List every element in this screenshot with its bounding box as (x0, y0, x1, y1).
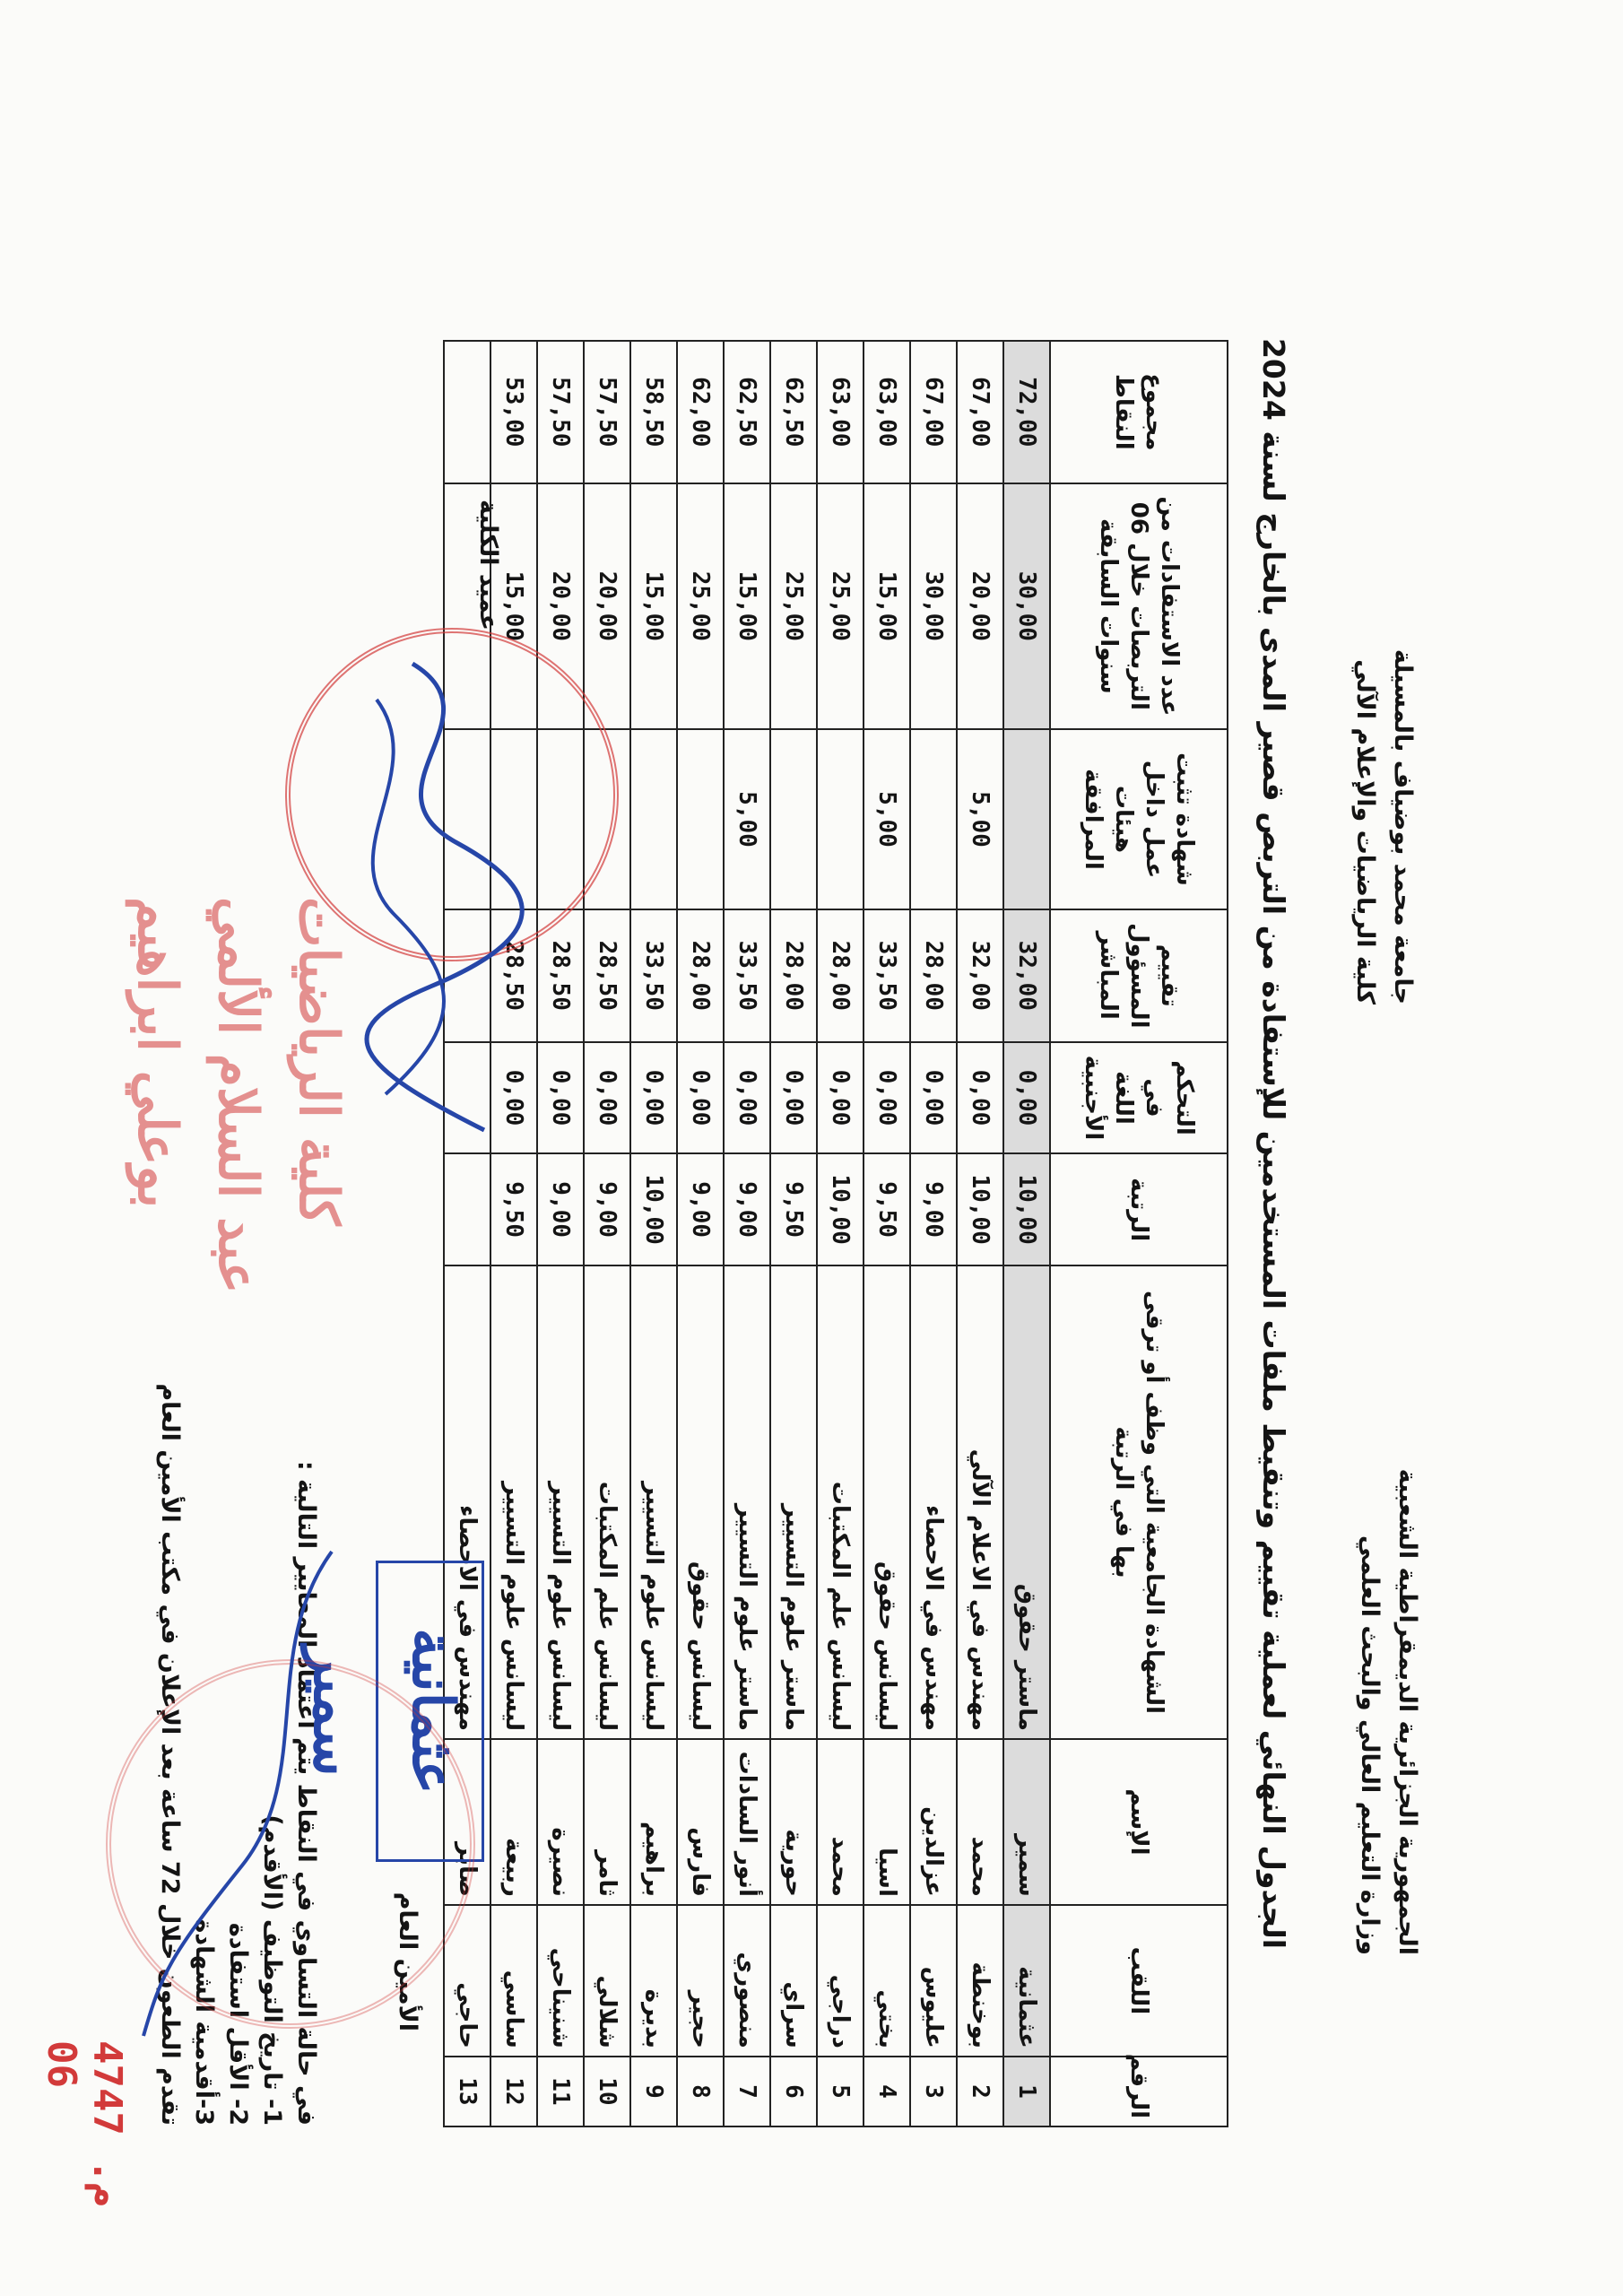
cell-rank: 9,00 (677, 1153, 724, 1265)
secretary-signature (135, 1543, 368, 2045)
table-row (630, 341, 677, 2126)
cell-number: 5 (817, 2057, 864, 2126)
cell-rank: 9,00 (584, 1153, 630, 1265)
table-header-row (1050, 341, 1228, 2126)
secretary-general-label: الأمين العام (394, 1892, 421, 2031)
cell-degree: مهندس في الاعلام الآلي (957, 1265, 1003, 1739)
col-header-name: الإسم (1050, 1739, 1228, 1905)
cell-language: 0,00 (490, 1042, 537, 1154)
cell-degree: ليسانس علوم التسيير (537, 1265, 584, 1739)
cell-degree: ماستر علوم التسيير (724, 1265, 770, 1739)
cell-language: 0,00 (770, 1042, 817, 1154)
cell-evaluation: 33,50 (630, 909, 677, 1042)
cell-degree: ماستر حقوق (1003, 1265, 1050, 1739)
republic-line: الجمهورية الجزائرية الديمقراطية الشعبية (1393, 1468, 1421, 1955)
cell-surname: ساسي (490, 1905, 537, 2057)
cell-total: 57,50 (537, 341, 584, 483)
institution-block (1346, 430, 1421, 1004)
cell-number: 11 (537, 2057, 584, 2126)
cell-total: 67,00 (957, 341, 1003, 483)
cell-language: 0,00 (677, 1042, 724, 1154)
note-line: تقدم الطعون خلال 72 ساعة بعد الإعلان في مكتب الأمين العام (156, 1383, 184, 2126)
reference-number: 4747 .م 06 (39, 2040, 130, 2207)
cell-total: 57,50 (584, 341, 630, 483)
cell-evaluation: 28,00 (910, 909, 957, 1042)
cell-number: 12 (490, 2057, 537, 2126)
cell-number: 2 (957, 2057, 1003, 2126)
cell-evaluation: 28,00 (817, 909, 864, 1042)
document-title: الجدول النهائي لعملية تقييم وتنقيط ملفات المستخدمين للإستفادة من التربص قصير المدى بالخارج لسنة 2024 (1256, 337, 1291, 1950)
cell-language: 0,00 (1003, 1042, 1050, 1154)
col-header-rank: الرتبة (1050, 1153, 1228, 1265)
cell-total: 53,00 (490, 341, 537, 483)
cell-language: 0,00 (817, 1042, 864, 1154)
cell-previous: 25,00 (817, 483, 864, 730)
cell-previous: 25,00 (677, 483, 724, 730)
table-row (864, 341, 910, 2126)
cell-rank: 9,50 (770, 1153, 817, 1265)
seal-stamp-text: بوعلي ابراهيم (126, 897, 188, 1209)
table-row (724, 341, 770, 2126)
cell-rank: 10,00 (817, 1153, 864, 1265)
note-line: 3-أقدمية الشهادة (190, 1918, 218, 2126)
seal-stamp-text: كلية الرياضيات (287, 897, 350, 1226)
cell-total: 63,00 (817, 341, 864, 483)
cell-surname: سراي (770, 1905, 817, 2057)
cell-language: 0,00 (957, 1042, 1003, 1154)
table-row (770, 341, 817, 2126)
header (1350, 1148, 1426, 1955)
cell-name: أنور السادات (724, 1739, 770, 1905)
cell-name: محمد (957, 1739, 1003, 1905)
cell-degree: مهندس في الاحصاء (910, 1265, 957, 1739)
cell-rank: 9,50 (864, 1153, 910, 1265)
note-line: 1- تاريخ التوظيف (الأقدم) (258, 1814, 286, 2126)
cell-total: 67,00 (910, 341, 957, 483)
cell-rank: 9,00 (724, 1153, 770, 1265)
col-header-number: الرقم (1050, 2057, 1228, 2126)
cell-number: 1 (1003, 2057, 1050, 2126)
cell-number: 4 (864, 2057, 910, 2126)
cell-surname: منصوري (724, 1905, 770, 2057)
cell-surname: دراجي (817, 1905, 864, 2057)
cell-certificate (910, 729, 957, 909)
cell-name: ربيعة (490, 1739, 537, 1905)
cell-surname: عليوس (910, 1905, 957, 2057)
cell-number: 3 (910, 2057, 957, 2126)
col-header-language: التحكم في اللغة الأجنبية (1050, 1042, 1228, 1154)
cell-name: نصيرة (537, 1739, 584, 1905)
table-row (537, 341, 584, 2126)
cell-total: 63,00 (864, 341, 910, 483)
cell-evaluation: 33,50 (724, 909, 770, 1042)
cell-evaluation: 28,00 (770, 909, 817, 1042)
cell-total: 58,50 (630, 341, 677, 483)
cell-number: 9 (630, 2057, 677, 2126)
cell-degree: ليسانس علم المكتبات (584, 1265, 630, 1739)
col-header-certificate: شهادة تثبت عمل داخل هيئات المرافقة (1050, 729, 1228, 909)
table-row (817, 341, 864, 2126)
cell-name: عزالدين (910, 1739, 957, 1905)
cell-name: اسيا (864, 1739, 910, 1905)
table-row (910, 341, 957, 2126)
cell-language: 0,00 (630, 1042, 677, 1154)
cell-surname: حاجي (444, 1905, 490, 2057)
cell-name: حورية (770, 1739, 817, 1905)
faculty-line: كلية الرياضيات والإعلام الآلي (1351, 659, 1379, 1004)
cell-language: 0,00 (537, 1042, 584, 1154)
cell-name: ثامر (584, 1739, 630, 1905)
table-row (957, 341, 1003, 2126)
table-row (1003, 341, 1050, 2126)
cell-name: محمد (817, 1739, 864, 1905)
dean-label: عميد الكلية (474, 499, 502, 631)
cell-surname: بختي (864, 1905, 910, 2057)
cell-certificate (770, 729, 817, 909)
cell-previous: 15,00 (864, 483, 910, 730)
cell-language: 0,00 (864, 1042, 910, 1154)
cell-total: 62,50 (724, 341, 770, 483)
col-header-evaluation: تقييم المسؤول المباشر (1050, 909, 1228, 1042)
cell-rank (444, 1153, 490, 1265)
col-header-surname: اللقب (1050, 1905, 1228, 2057)
cell-total: 62,50 (770, 341, 817, 483)
table-row (677, 341, 724, 2126)
cell-evaluation: 32,00 (957, 909, 1003, 1042)
cell-number: 7 (724, 2057, 770, 2126)
cell-rank: 10,00 (957, 1153, 1003, 1265)
cell-total: 62,00 (677, 341, 724, 483)
cell-rank: 9,00 (910, 1153, 957, 1265)
cell-degree: ليسانس حقوق (677, 1265, 724, 1739)
cell-number: 6 (770, 2057, 817, 2126)
ministry-line: وزارة التعليم العالي والبحث العلمي (1356, 1535, 1384, 1955)
table-row (584, 341, 630, 2126)
cell-number: 8 (677, 2057, 724, 2126)
cell-degree: مهندس في الاحصاء (444, 1265, 490, 1739)
cell-name: فارس (677, 1739, 724, 1905)
cell-language: 0,00 (584, 1042, 630, 1154)
cell-evaluation: 28,50 (537, 909, 584, 1042)
cell-previous: 25,00 (770, 483, 817, 730)
cell-name: براهيم (630, 1739, 677, 1905)
dean-signature (296, 646, 592, 1148)
cell-surname: شنيناحي (537, 1905, 584, 2057)
seal-stamp-text: عبد السلام الألمي (206, 897, 269, 1294)
cell-previous: 20,00 (957, 483, 1003, 730)
col-header-total: مجموع النقاط (1050, 341, 1228, 483)
cell-name: صابر (444, 1739, 490, 1905)
table-body (444, 341, 1050, 2126)
cell-number: 13 (444, 2057, 490, 2126)
cell-rank: 9,50 (490, 1153, 537, 1265)
cell-degree: ليسانس حقوق (864, 1265, 910, 1739)
cell-evaluation: 28,00 (677, 909, 724, 1042)
note-line: في حالة التساوي في النقاط يتم اعتماد المعايير التالية : (292, 1460, 320, 2126)
cell-certificate: 5,00 (957, 729, 1003, 909)
cell-rank: 9,00 (537, 1153, 584, 1265)
results-table (443, 340, 1228, 2127)
col-header-degree: الشهادة الجامعية التي وظف أو ترقى بها في الرتبة (1050, 1265, 1228, 1739)
cell-previous: 15,00 (724, 483, 770, 730)
cell-total: 72,00 (1003, 341, 1050, 483)
cell-previous: 20,00 (584, 483, 630, 730)
cell-surname: بديرة (630, 1905, 677, 2057)
cell-certificate: 5,00 (864, 729, 910, 909)
cell-certificate: 5,00 (724, 729, 770, 909)
cell-previous: 30,00 (1003, 483, 1050, 730)
cell-certificate (677, 729, 724, 909)
cell-surname: بوخنطة (957, 1905, 1003, 2057)
cell-previous: 15,00 (630, 483, 677, 730)
cell-language: 0,00 (910, 1042, 957, 1154)
cell-degree: ليسانس علوم التسيير (490, 1265, 537, 1739)
cell-rank: 10,00 (630, 1153, 677, 1265)
cell-degree: ليسانس علم المكتبات (817, 1265, 864, 1739)
col-header-previous: عدد الاستفادات من التربصات خلال 06 سنوات السابقة (1050, 483, 1228, 730)
cell-number: 10 (584, 2057, 630, 2126)
cell-certificate (817, 729, 864, 909)
name-stamp: عثمانية سمير (376, 1561, 484, 1862)
cell-language: 0,00 (724, 1042, 770, 1154)
cell-surname: حجير (677, 1905, 724, 2057)
note-line: 2- الأقل استفادة (224, 1922, 252, 2126)
cell-previous: 30,00 (910, 483, 957, 730)
cell-certificate (630, 729, 677, 909)
cell-previous: 20,00 (537, 483, 584, 730)
cell-degree: ماستر علوم التسيير (770, 1265, 817, 1739)
cell-certificate (1003, 729, 1050, 909)
university-line: جامعة محمد بوضياف بالمسيلة (1389, 648, 1417, 1004)
cell-evaluation: 32,00 (1003, 909, 1050, 1042)
cell-degree: ليسانس علوم التسيير (630, 1265, 677, 1739)
cell-surname: شلالي (584, 1905, 630, 2057)
cell-evaluation: 33,50 (864, 909, 910, 1042)
cell-evaluation: 28,50 (490, 909, 537, 1042)
cell-previous: 15,00 (490, 483, 537, 730)
cell-evaluation: 28,50 (584, 909, 630, 1042)
cell-name: سمير (1003, 1739, 1050, 1905)
cell-surname: عثمانية (1003, 1905, 1050, 2057)
cell-rank: 10,00 (1003, 1153, 1050, 1265)
